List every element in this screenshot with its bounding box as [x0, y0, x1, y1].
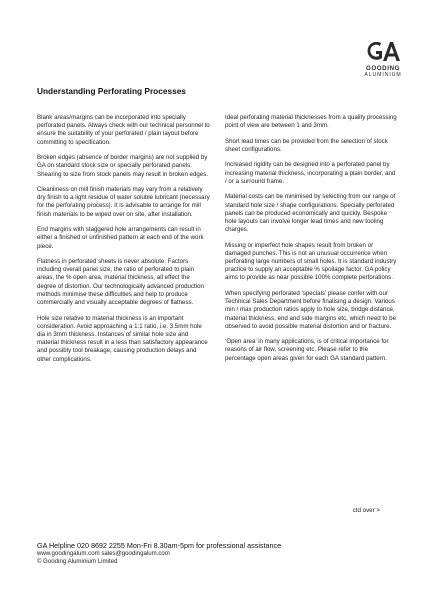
helpline-text: GA Helpline 020 8692 2255 Mon-Fri 8.30am-5pm for professional assistance — [37, 541, 282, 550]
copyright-text: © Gooding Aluminium Limited — [37, 557, 118, 565]
page-title: Understanding Perforating Processes — [37, 86, 186, 96]
contact-web-email: www.goodingalum.com sales@goodingalum.com — [37, 550, 170, 557]
paragraph: Hole size relative to material thickness is an important consideration. Avoid approaching a 1:1 ratio, i.e. 3.5mm hole dia in 3mm thickness. Instances of similar hole size and material thickness result in a less than satisfactory appearance and possibly tool breakage, causing production delays and other complications. — [37, 314, 208, 363]
paragraph: Ideal perforating material thicknesses from a quality processing point of view are between 1 and 3mm. — [225, 114, 397, 130]
ga-logo-mark-icon — [366, 39, 400, 65]
paragraph: Short lead times can be provided from the selection of stock sheet configurations. — [225, 137, 388, 153]
paragraph: ‘Open area’ in many applications, is of critical importance for reasons of air flow, screening etc. Please refer to the percentage open areas given for each GA standard pattern. — [225, 338, 389, 362]
paragraph: When specifying perforated ‘specials’ please confer with our Technical Sales Department before finalising a design. Various min / max production ratios apply to hole size, bridge distance, material thickness, end and side margins etc, which need to be observed to avoid possible material distortion and or fracture. — [225, 289, 397, 330]
paragraph: Cleanliness on mill finish materials may vary from a relatively dry finish to a light residue of water soluble lubricant (necessary for the perforating process). It is advisable to arrange for mill finish materials to be wiped over on site, after installation. — [37, 186, 210, 218]
footer — [37, 541, 281, 565]
logo-word-aluminium: ALUMINIUM — [364, 72, 402, 78]
paragraph: Material costs can be minimised by selecting from our range of standard hole size / shape configurations. Specially perforated panels can be produced economically and quickly. Bespoke hole layouts can involve longer lead times and new tooling charges. — [225, 193, 396, 234]
paragraph: Increased rigidity can be designed into a perforated panel by increasing material thickness, incorporating a plain border, and / or a surround frame. — [225, 161, 396, 185]
paragraph: Broken edges (absence of border margins) are not supplied by GA on standard stock size or specially perforated panels. Shearing to size from stock panels may result in broken edges. — [37, 154, 208, 178]
left-column — [37, 114, 210, 371]
paragraph: Flatness in perforated sheets is never absolute. Factors including overall panel size, the ratio of perforated to plain areas, the % open area, material thickness, all effect the degree of distortion. Our technologically advanced production methods minimise these difficulties and help to produce commercially and visually acceptable degrees of flatness. — [37, 258, 204, 307]
logo-word-gooding: GOODING — [365, 65, 401, 72]
paragraph: End margins with staggered hole arrangements can result in either a finished or unfinished pattern at each end of the work piece. — [37, 226, 204, 250]
paragraph: Missing or imperfect hole shapes result from broken or damaged punches. This is not an unusual occurrence when perforating large numbers of small holes. It is standard industry practice to supply an acceptable % spoilage factor. GA policy aims to provide as near possible 100% complete perforations. — [225, 241, 397, 282]
gooding-aluminium-logo — [360, 39, 406, 89]
right-column — [225, 114, 398, 370]
continued-note: ctd over > — [352, 507, 380, 514]
paragraph: Blank areas/margins can be incorporated into specially perforated panels. Always check with our technical personnel to ensure the suitability of your perforated / plain layout before committing to specification. — [37, 114, 210, 146]
